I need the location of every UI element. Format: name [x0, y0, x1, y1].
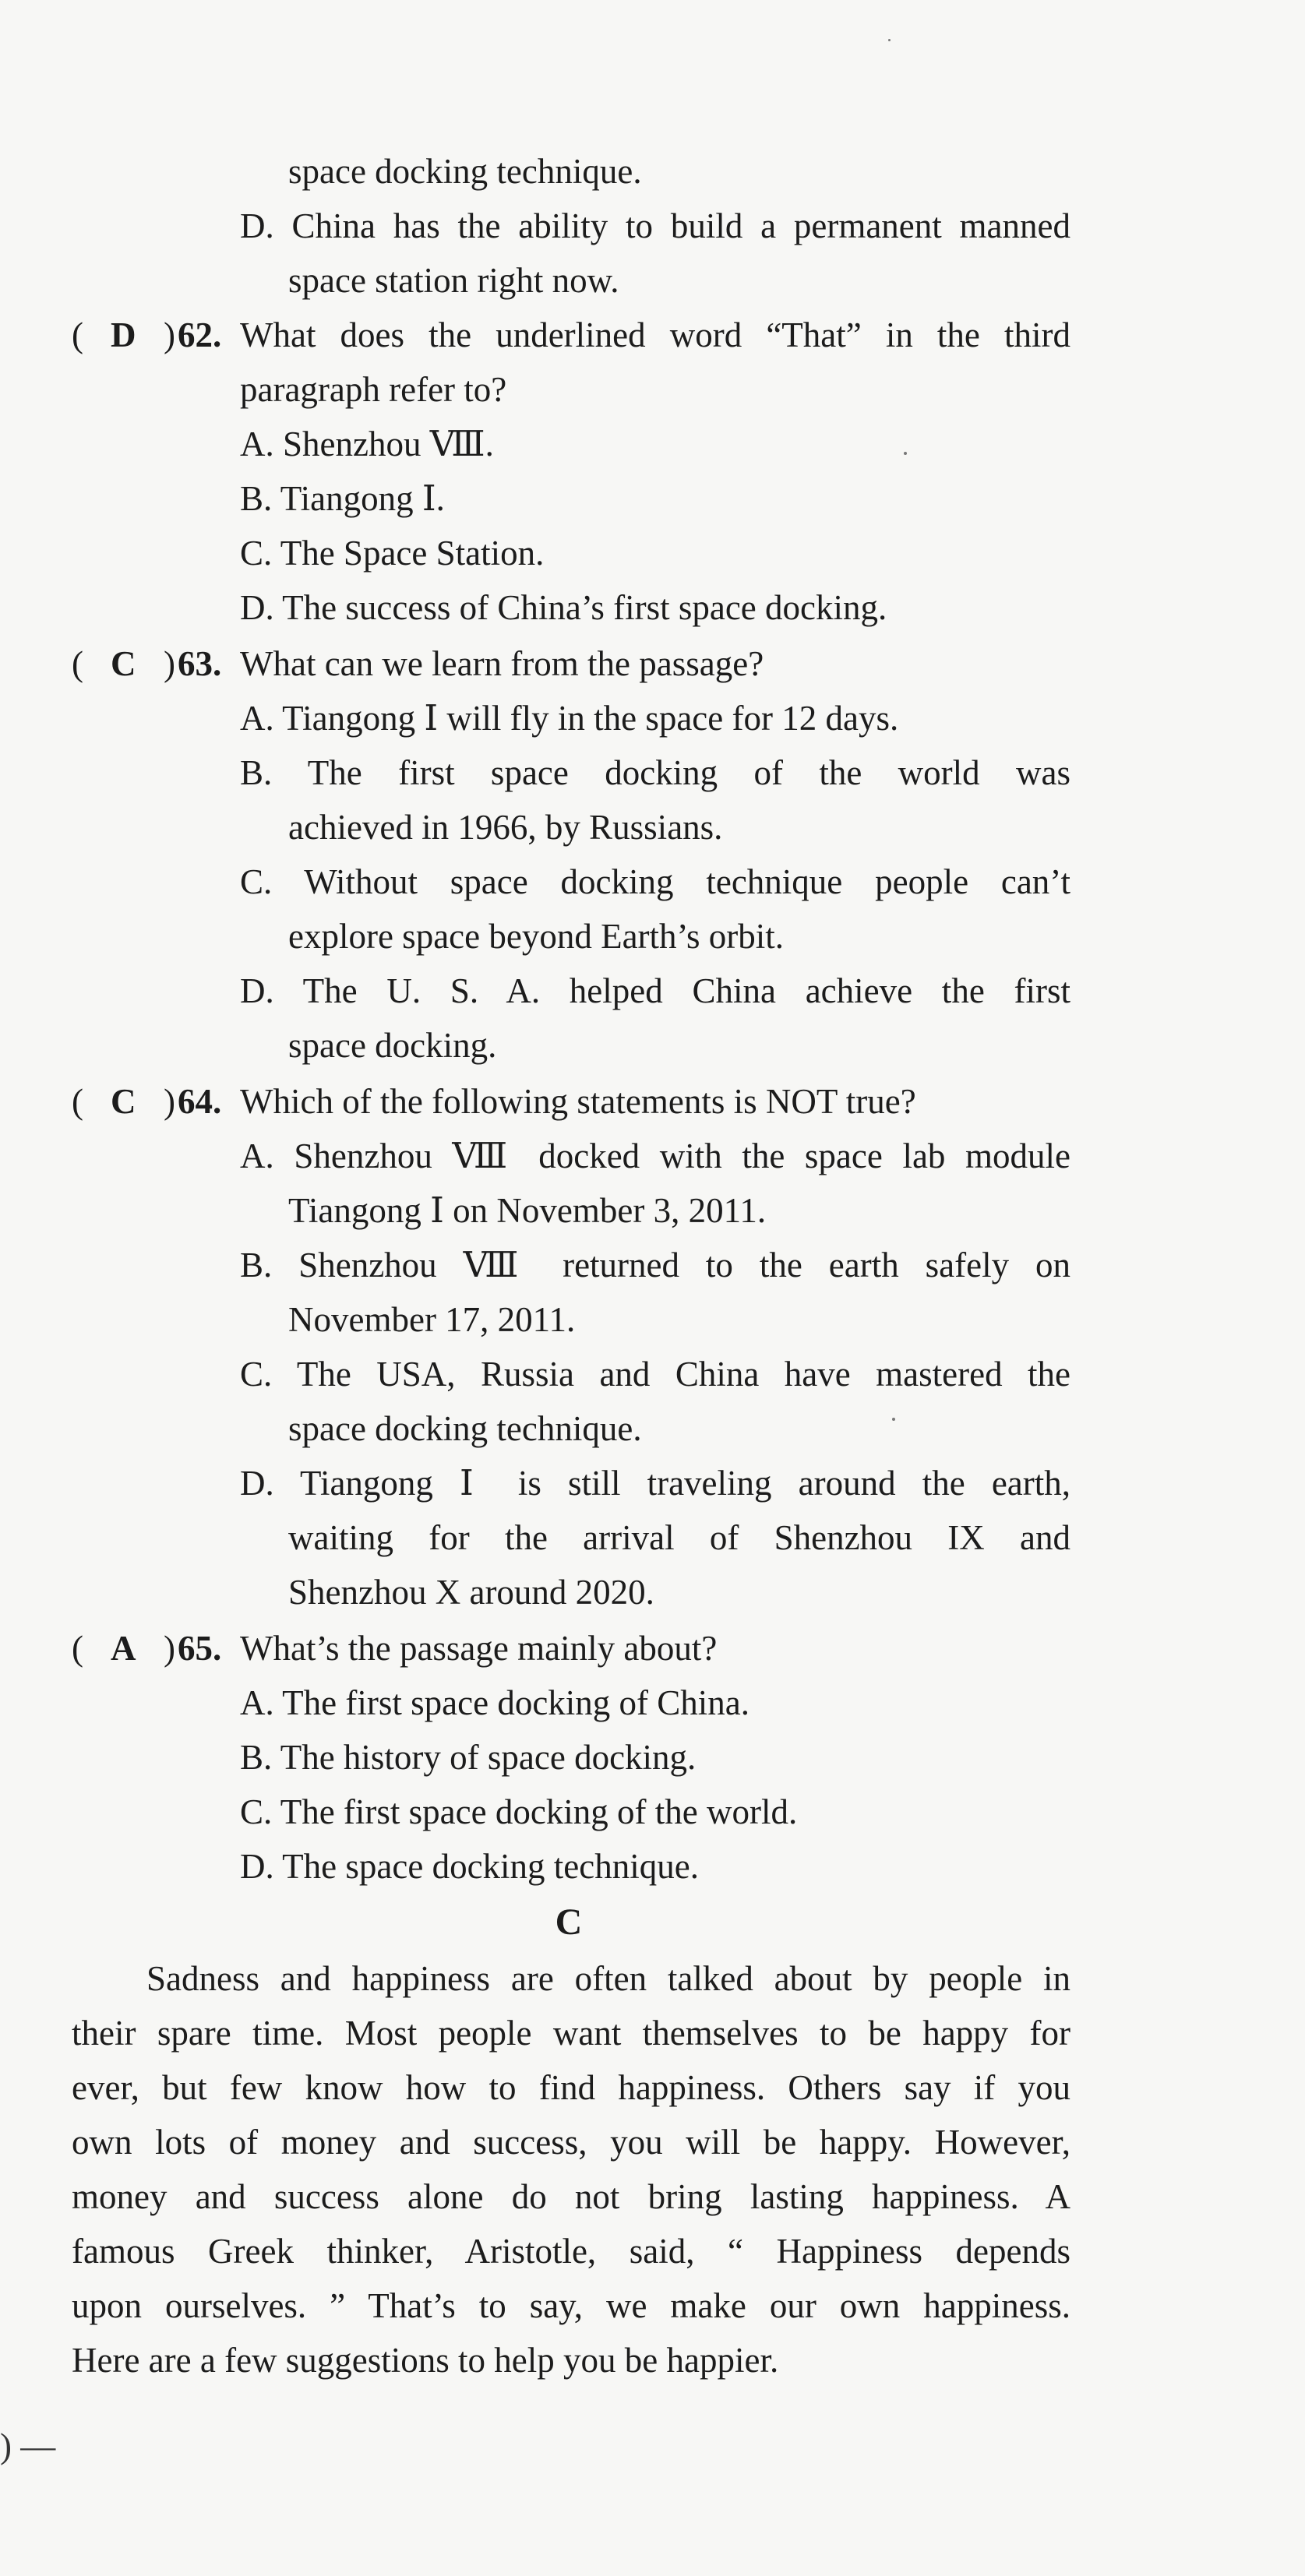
- passage-line: ever, but few know how to find happiness. Others say if you: [72, 2068, 1070, 2107]
- answer-paren-open: (: [72, 1629, 83, 1668]
- continued-option-text: space docking technique.: [288, 152, 642, 191]
- option-b-line2: achieved in 1966, by Russians.: [288, 808, 723, 847]
- option-d: D. The space docking technique.: [240, 1847, 699, 1886]
- passage-line: famous Greek thinker, Aristotle, said, “ Happiness depends: [72, 2232, 1070, 2271]
- scan-speck: [888, 39, 891, 41]
- answer-paren-close: ): [164, 644, 175, 683]
- passage-line: upon ourselves. ” That’s to say, we make our own happiness.: [72, 2286, 1070, 2325]
- question-stem: What does the underlined word “That” in the third: [240, 315, 1070, 354]
- question-stem: What’s the passage mainly about?: [240, 1629, 718, 1668]
- answer-paren-close: ): [164, 315, 175, 354]
- continued-option-d-line2: space station right now.: [288, 261, 619, 300]
- question-stem: What can we learn from the passage?: [240, 644, 764, 683]
- option-c-line2: explore space beyond Earth’s orbit.: [288, 917, 785, 956]
- scan-speck: [892, 1418, 895, 1421]
- passage-line: Sadness and happiness are often talked about by people in: [146, 1959, 1070, 1998]
- option-c: C. Without space docking technique people can’t: [240, 862, 1070, 901]
- answer-paren-open: (: [72, 644, 83, 683]
- passage-line: their spare time. Most people want themselves to be happy for: [72, 2014, 1070, 2053]
- answer-letter: C: [111, 644, 136, 683]
- option-c: C. The USA, Russia and China have mastered the: [240, 1355, 1070, 1394]
- option-b: B. The history of space docking.: [240, 1738, 697, 1777]
- option-c: C. The first space docking of the world.: [240, 1792, 798, 1831]
- option-a: A. The first space docking of China.: [240, 1683, 750, 1722]
- answer-paren-close: ): [164, 1082, 175, 1121]
- option-d-line2: waiting for the arrival of Shenzhou IX and: [288, 1518, 1070, 1557]
- answer-letter: D: [111, 315, 136, 354]
- question-stem: Which of the following statements is NOT true?: [240, 1082, 916, 1121]
- section-heading: C: [555, 1901, 583, 1943]
- option-d: D. Tiangong Ⅰ is still traveling around the earth,: [240, 1464, 1070, 1503]
- page-footer: ) —: [0, 2426, 56, 2465]
- answer-paren-open: (: [72, 1082, 83, 1121]
- option-b: B. Tiangong Ⅰ.: [240, 479, 445, 518]
- question-number: 62.: [178, 315, 222, 354]
- option-b: B. Shenzhou Ⅷ returned to the earth safely on: [240, 1246, 1070, 1284]
- answer-paren-open: (: [72, 315, 83, 354]
- option-a: A. Shenzhou Ⅷ.: [240, 425, 494, 463]
- option-b-line2: November 17, 2011.: [288, 1300, 576, 1339]
- option-a: A. Shenzhou Ⅷ docked with the space lab module: [240, 1136, 1070, 1175]
- passage-line: own lots of money and success, you will be happy. However,: [72, 2123, 1070, 2162]
- answer-letter: C: [111, 1082, 136, 1121]
- question-number: 63.: [178, 644, 222, 683]
- question-stem-line2: paragraph refer to?: [240, 370, 507, 409]
- passage-line: Here are a few suggestions to help you be happier.: [72, 2341, 779, 2380]
- option-a-line2: Tiangong Ⅰ on November 3, 2011.: [288, 1191, 767, 1230]
- option-d: D. The U. S. A. helped China achieve the first: [240, 971, 1070, 1010]
- question-number: 64.: [178, 1082, 222, 1121]
- option-c-line2: space docking technique.: [288, 1409, 642, 1448]
- answer-letter: A: [111, 1629, 136, 1668]
- question-number: 65.: [178, 1629, 222, 1668]
- option-d: D. The success of China’s first space docking.: [240, 588, 887, 627]
- scan-speck: [904, 452, 907, 455]
- passage-line: money and success alone do not bring lasting happiness. A: [72, 2177, 1070, 2216]
- answer-paren-close: ): [164, 1629, 175, 1668]
- option-c: C. The Space Station.: [240, 534, 545, 573]
- option-d-line3: Shenzhou X around 2020.: [288, 1573, 654, 1612]
- option-a: A. Tiangong Ⅰ will fly in the space for 12 days.: [240, 699, 899, 738]
- option-b: B. The first space docking of the world was: [240, 753, 1070, 792]
- continued-option-d: D. China has the ability to build a permanent manned: [240, 206, 1070, 245]
- option-d-line2: space docking.: [288, 1026, 497, 1065]
